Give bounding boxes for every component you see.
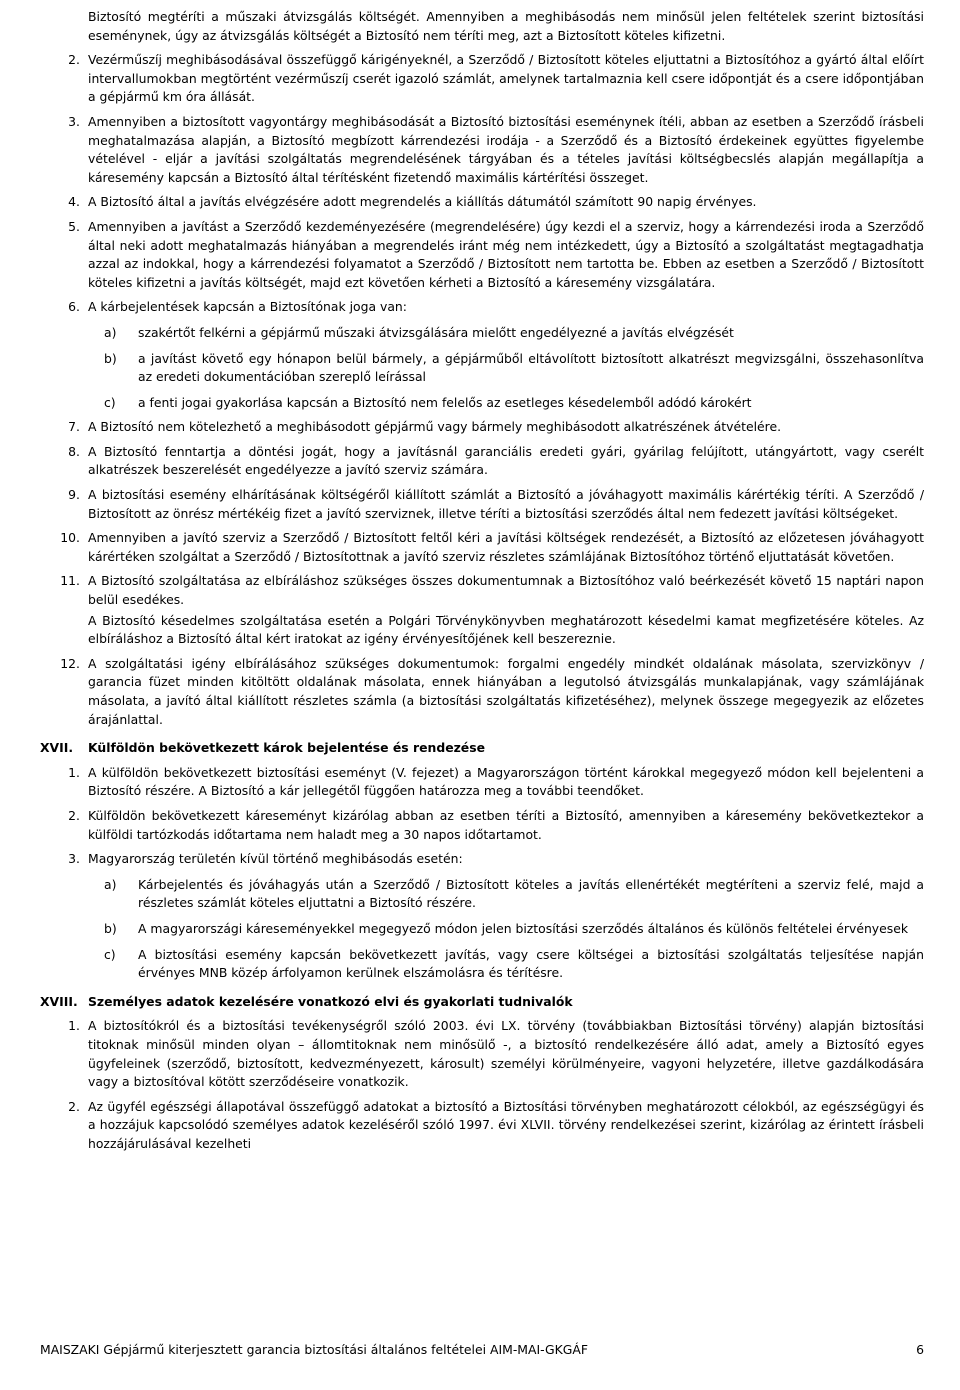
item-number: 2. <box>68 807 80 823</box>
sub-item-text: a javítást követő egy hónapon belül bármely, a gépjárműből eltávolított biztosított alkatrészt megvizsgálni, összehasonlítva az eredeti dokumentációban szereplő leírással <box>138 350 924 385</box>
item-text: A külföldön bekövetkezett biztosítási eseményt (V. fejezet) a Magyarországon történt károkkal megegyező módon kell bejelenteni a Biztosító részére. A Biztosító a kár jellegétől függően határozza meg a további teendőket. <box>88 764 924 799</box>
item-number: 7. <box>68 419 80 435</box>
section-number: XVIII. <box>40 993 78 1009</box>
list-item <box>40 807 924 844</box>
item-text: A biztosítási esemény elhárításának költségéről kiállított számlát a Biztosító a jóváhagyott maximális kárértékig téríti. A Szerződő / Biztosított az önrész mértékéig fizet a javító szerviznek, illetve téríti a biztosítási szerződés által nem fedezett javítási költségeket. <box>88 487 924 521</box>
item-number: 9. <box>68 487 80 503</box>
list-item <box>40 418 924 437</box>
sub-item <box>88 324 924 343</box>
sub-item-text: Kárbejelentés és jóváhagyás után a Szerződő / Biztosított köteles a javítás ellenértékét megtéríteni a szerviz felé, majd a részletes számlát köteles eljuttatni a Biztosító részére. <box>138 876 924 911</box>
list-item <box>40 572 924 648</box>
list-item <box>40 193 924 212</box>
section17-list <box>40 764 924 983</box>
item-text: Magyarország területén kívül történő meghibásodás esetén: <box>88 851 463 867</box>
list-item <box>40 850 924 983</box>
section-number: XVII. <box>40 740 74 756</box>
item-number: 8. <box>68 443 80 459</box>
item-number: 5. <box>68 218 80 234</box>
item-text: Amennyiben a biztosított vagyontárgy meghibásodását a Biztosító biztosítási eseménynek ítéli, abban az esetben a Szerződő írásbeli meghatalmazása alapján, a Biztosító megbízott kárrendezési irodája - a Szerződő és a Biztosító érdekeinek együttes figyelembe vételével - eljár a javítási szolgáltatás megrendelésének tárgyában és a tételes javítási költségbecslés alapján megállapítja a káresemény kapcsán a Biztosító által térítésként fizetendő maximális kártérítési összeget. <box>88 113 924 185</box>
item-number: 1. <box>68 764 80 780</box>
list-item <box>40 655 924 729</box>
list-item <box>40 486 924 523</box>
section-title: Személyes adatok kezelésére vonatkozó elvi és gyakorlati tudnivalók <box>88 993 573 1009</box>
item-text: Az ügyfél egészségi állapotával összefüggő adatokat a biztosító a Biztosítási törvényben meghatározott célokból, az egészségügyi és a hozzájuk kapcsolódó személyes adatok kezeléséről szóló 1997. évi XLVII. törvény rendelkezései szerint, kizárólag az érintett írásbeli hozzájárulásával kezelheti <box>88 1098 924 1151</box>
item-text: A Biztosító által a javítás elvégzésére adott megrendelés a kiállítás dátumától számított 90 napig érvényes. <box>88 194 757 210</box>
sub-item-text: A magyarországi káreseményekkel megegyező módon jelen biztosítási szerződés általános és különös feltételei érvényesek <box>138 920 909 936</box>
item-text: Külföldön bekövetkezett káreseményt kizárólag abban az esetben téríti a Biztosító, amennyiben a káresemény bekövetkeztekor a külföldi tartózkodás időtartama nem haladt meg a 30 napos időtartamot. <box>88 807 924 842</box>
sub-item-letter: c) <box>104 946 116 962</box>
list-item <box>40 218 924 292</box>
section-heading <box>40 993 924 1012</box>
sub-item <box>88 350 924 387</box>
item-number: 11. <box>60 573 80 589</box>
sub-item <box>88 946 924 983</box>
list-item <box>40 51 924 107</box>
item-number: 3. <box>68 113 80 129</box>
list-item <box>40 1098 924 1154</box>
list-item <box>40 443 924 480</box>
list-item <box>40 1017 924 1091</box>
list-item <box>40 113 924 187</box>
item-text: A Biztosító fenntartja a döntési jogát, hogy a javításnál garanciális eredeti gyári, gyárilag felújított, utángyártott, vagy cserélt alkatrészek beszerelését engedélyezze a javító szerviz számára. <box>88 443 924 478</box>
item-number: 4. <box>68 194 80 210</box>
document-body <box>40 8 924 1153</box>
sub-item-text: A biztosítási esemény kapcsán bekövetkezett javítás, vagy csere költségei a biztosítási szolgáltatás teljesítése napján érvényes MNB közép árfolyamon kerülnek elszámolásra és térítésre. <box>138 946 924 981</box>
intro-paragraph: Biztosító megtéríti a műszaki átvizsgálás költségét. Amennyiben a meghibásodás nem minősül jelen feltételek szerint biztosítási eseménynek, úgy az átvizsgálás költségét a Biztosító nem téríti meg, azt a Biztosított köteles kifizetni. <box>88 9 924 43</box>
sub-item <box>88 920 924 939</box>
list-item <box>40 529 924 566</box>
item-number: 3. <box>68 851 80 867</box>
item-text: Vezérműszíj meghibásodásával összefüggő kárigényeknél, a Szerződő / Biztosított köteles eljuttatni a Biztosítóhoz a gyártó által előírt intervallumokban megtörtént vezérműszíj cserét igazoló számlát, amelynek tartalmaznia kell csere időpontját és a csere időpontjában a gépjármű km óra állását. <box>88 52 924 105</box>
list-item <box>40 298 924 412</box>
sub-item-text: a fenti jogai gyakorlása kapcsán a Biztosító nem felelős az esetleges késedelemből adódó károkért <box>138 394 752 410</box>
sub-item-letter: b) <box>104 350 117 366</box>
sub-item-text: szakértőt felkérni a gépjármű műszaki átvizsgálására mielőtt engedélyezné a javítás elvégzését <box>138 324 734 340</box>
item-text: A szolgáltatási igény elbírálásához szükséges dokumentumok: forgalmi engedély mindkét oldalának másolata, szervizkönyv / garancia füzet minden kitöltött oldalának másolata, ennek hiányában a legutolsó átvizsgálás munkalapjának, vagy számlájának másolata, a javító által kiállított részletes számla (a biztosítási szolgáltatás kifizetéséhez), melynek összege megegyezik az előzetes árajánlattal. <box>88 655 924 727</box>
item-number: 1. <box>68 1018 80 1034</box>
item-number: 12. <box>60 655 80 671</box>
sub-item <box>88 394 924 413</box>
section-title: Külföldön bekövetkezett károk bejelentése és rendezése <box>88 740 485 756</box>
section18-list <box>40 1017 924 1153</box>
list-item <box>40 764 924 801</box>
section16-list <box>40 51 924 729</box>
item-text: A biztosítókról és a biztosítási tevékenységről szóló 2003. évi LX. törvény (továbbiakban Biztosítási törvény) alapján biztosítási titoknak minősül minden olyan – állomtitoknak nem minősülő -, a biztosító rendelkezésére álló adat, amely a Biztosító egyes ügyfeleinek (szerződő, biztosított, kedvezményezett, károsult) személyi körülményeire, vagyoni helyzetére, illetve gazdálkodására vagy a biztosítóval kötött szerződéseire vonatkozik. <box>88 1018 924 1090</box>
item-text: A Biztosító szolgáltatása az elbíráláshoz szükséges összes dokumentumnak a Biztosítóhoz való beérkezését követő 15 naptári napon belül esedékes. <box>88 573 924 608</box>
sub-item <box>88 876 924 913</box>
item-continuation: A Biztosító késedelmes szolgáltatása esetén a Polgári Törvénykönyvben meghatározott késedelmi kamat megfizetésére köteles. Az elbíráláshoz a Biztosító által kért iratokat az igény érvényesítőjének kell beszereznie. <box>88 612 924 647</box>
item-text: Amennyiben a javító szerviz a Szerződő / Biztosított feltől kéri a javítási költségek rendezését, a Biztosító az előzetesen jóváhagyott kárértéken szolgáltat a Szerződő / Biztosítottnak a javító szerviz részletes számlájának Biztosítóhoz történő eljuttatását követően. <box>88 530 924 564</box>
item-text: Amennyiben a javítást a Szerződő kezdeményezésére (megrendelésére) úgy kezdi el a szerviz, hogy a kárrendezési iroda a Szerződő által neki adott meghatalmazás hiányában a megrendelés iránt még nem intézkedett, úgy a Biztosító a szolgáltatást megtagadhatja azzal az indokkal, hogy a kárrendezési folyamatot a Szerződő / Biztosított nem tartotta be. Ebben az esetben a Szerződő / Biztosított köteles kifizetni a javítás költségét, majd ezt követően kérheti a Biztosító a káresemény vizsgálatára. <box>88 218 924 290</box>
item-number: 2. <box>68 52 80 68</box>
item-number: 10. <box>60 530 80 546</box>
page-number: 6 <box>916 1342 924 1357</box>
section-heading <box>40 739 924 758</box>
sub-item-letter: b) <box>104 920 117 936</box>
item-text: A kárbejelentések kapcsán a Biztosítónak joga van: <box>88 299 407 315</box>
footer-title: MAISZAKI Gépjármű kiterjesztett garancia biztosítási általános feltételei AIM-MAI-GKGÁF <box>40 1342 588 1357</box>
item-text: A Biztosító nem kötelezhető a meghibásodott gépjármű vagy bármely meghibásodott alkatrészének átvételére. <box>88 419 782 435</box>
sub-item-letter: a) <box>104 324 117 340</box>
item-number: 2. <box>68 1098 80 1114</box>
sub-item-letter: a) <box>104 876 117 892</box>
sub-item-letter: c) <box>104 394 116 410</box>
item-number: 6. <box>68 299 80 315</box>
